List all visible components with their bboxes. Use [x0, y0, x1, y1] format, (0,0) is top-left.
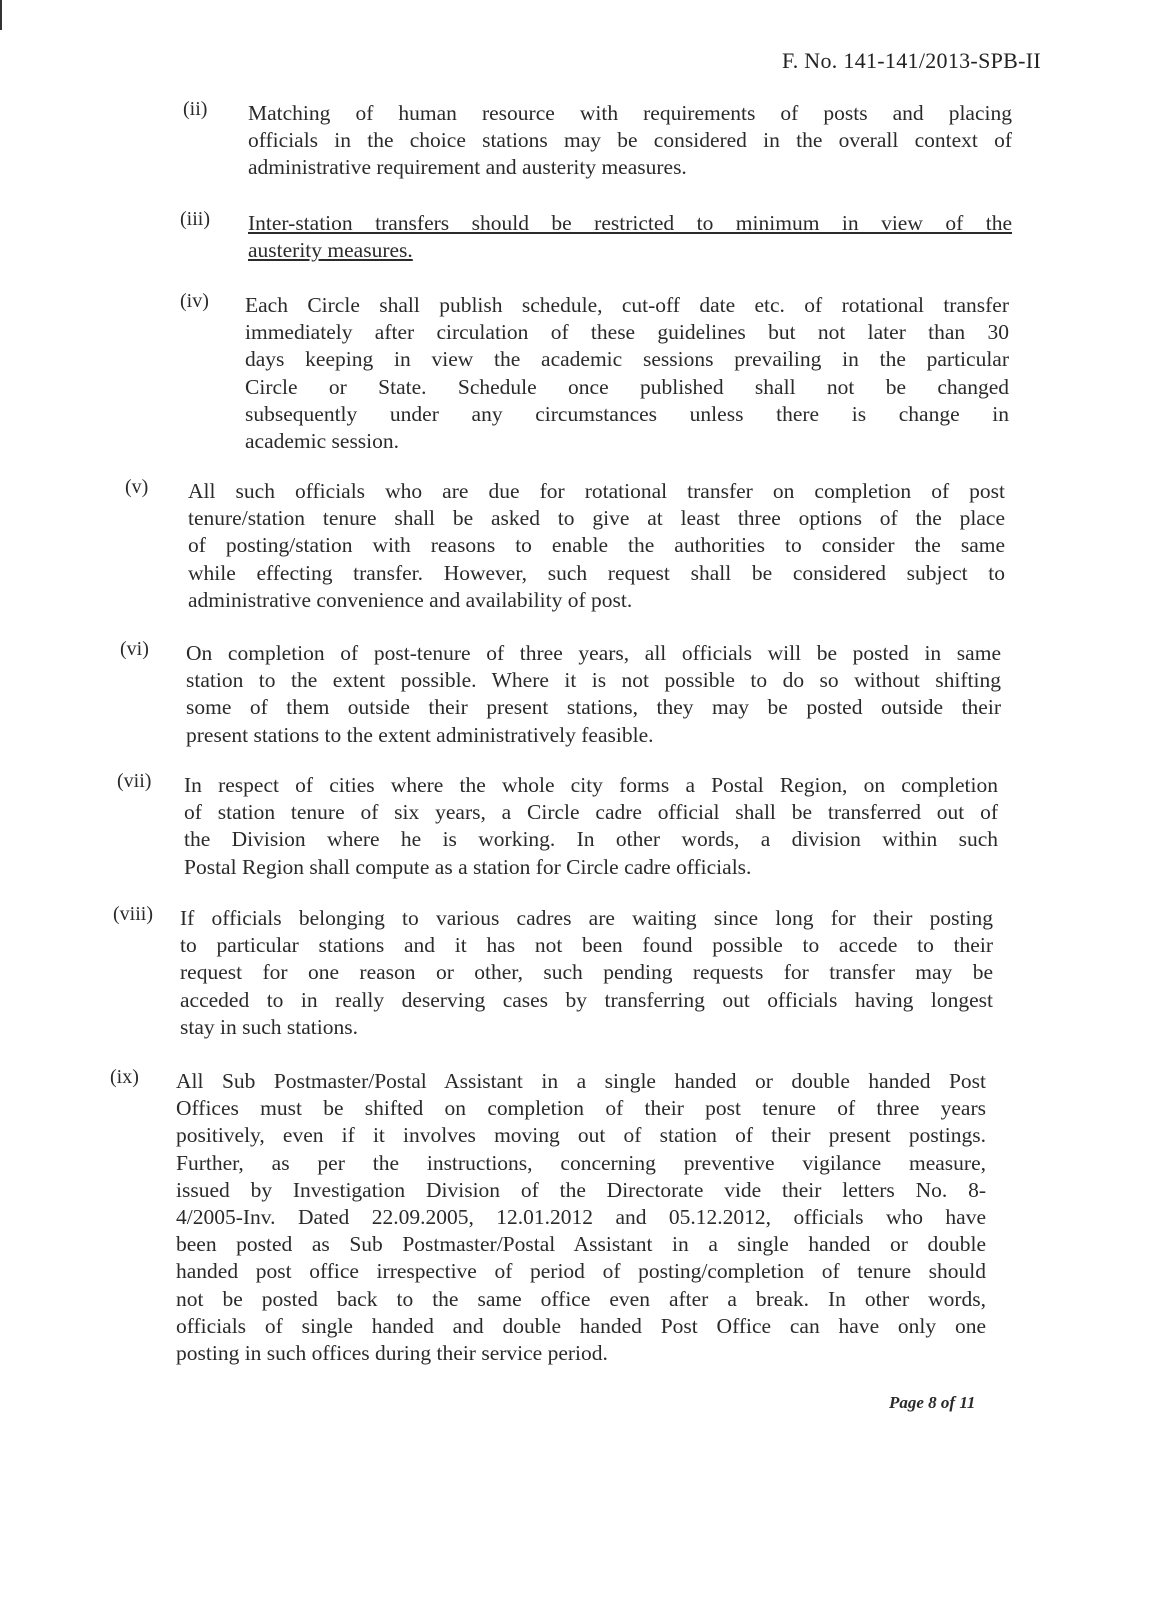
- text-line: the Division where he is working. In other words, a division within such: [184, 827, 998, 852]
- text-line: Further, as per the instructions, concerning preventive vigilance measure,: [176, 1150, 986, 1175]
- scan-edge-mark: [0, 0, 2, 30]
- text-line: Matching of human resource with requirements of posts and placing: [248, 101, 1012, 125]
- text-line: On completion of post-tenure of three years, all officials will be posted in same: [186, 641, 1001, 665]
- text-line: handed post office irrespective of period of posting/completion of tenure should: [176, 1259, 986, 1284]
- item-text: [176, 1068, 986, 1367]
- text-line: to particular stations and it has not been found possible to accede to their: [180, 933, 993, 958]
- item-label: (vi): [120, 638, 149, 660]
- item-label: (viii): [113, 903, 153, 925]
- text-line: tenure/station tenure shall be asked to give at least three options of the place: [188, 506, 1005, 531]
- text-line: while effecting transfer. However, such request shall be considered subject to: [188, 560, 1005, 585]
- text-line: immediately after circulation of these guidelines but not later than 30: [245, 320, 1009, 345]
- text-line: Offices must be shifted on completion of their post tenure of three years: [176, 1096, 986, 1121]
- text-line: officials in the choice stations may be considered in the overall context of: [248, 128, 1012, 153]
- text-line: positively, even if it involves moving out of station of their present postings.: [176, 1123, 986, 1148]
- text-line: posting in such offices during their service period.: [176, 1340, 608, 1365]
- item-label: (iv): [180, 290, 209, 312]
- text-line: stay in such stations.: [180, 1014, 358, 1039]
- text-line: of station tenure of six years, a Circle cadre official shall be transferred out of: [184, 800, 998, 825]
- text-line: Each Circle shall publish schedule, cut-off date etc. of rotational transfer: [245, 293, 1009, 317]
- text-line: In respect of cities where the whole city forms a Postal Region, on completion: [184, 773, 998, 797]
- text-line: academic session.: [245, 428, 400, 453]
- text-line: officials of single handed and double handed Post Office can have only one: [176, 1313, 986, 1338]
- text-line: subsequently under any circumstances unless there is change in: [245, 401, 1009, 426]
- text-line: present stations to the extent administratively feasible.: [186, 722, 654, 747]
- item-label: (v): [125, 476, 149, 498]
- text-line: Inter-station transfers should be restricted to minimum in view of the: [248, 211, 1012, 235]
- item-text: [186, 640, 1001, 749]
- item-text: [188, 478, 1005, 614]
- page-number: Page 8 of 11: [889, 1393, 976, 1412]
- text-line: austerity measures.: [248, 238, 413, 263]
- item-label: (iii): [180, 208, 210, 230]
- text-line: administrative requirement and austerity measures.: [248, 155, 687, 180]
- item-text: [184, 772, 998, 881]
- text-line: some of them outside their present stations, they may be posted outside their: [186, 695, 1001, 720]
- text-line: 4/2005-Inv. Dated 22.09.2005, 12.01.2012 and 05.12.2012, officials who have: [176, 1204, 986, 1229]
- text-line: issued by Investigation Division of the Directorate vide their letters No. 8-: [176, 1177, 986, 1202]
- text-line: All Sub Postmaster/Postal Assistant in a single handed or double handed Post: [176, 1069, 986, 1093]
- file-number: F. No. 141-141/2013-SPB-II: [781, 48, 1041, 73]
- item-text: [248, 100, 1012, 182]
- text-line: Circle or State. Schedule once published shall not be changed: [245, 374, 1009, 399]
- item-text: [248, 210, 1012, 264]
- text-line: request for one reason or other, such pending requests for transfer may be: [180, 960, 993, 985]
- text-line: administrative convenience and availability of post.: [188, 587, 633, 612]
- text-line: not be posted back to the same office even after a break. In other words,: [176, 1286, 986, 1311]
- item-text: [180, 905, 993, 1041]
- text-line: If officials belonging to various cadres are waiting since long for their posting: [180, 906, 993, 930]
- item-label: (ii): [183, 98, 208, 120]
- text-line: acceded to in really deserving cases by transferring out officials having longest: [180, 987, 993, 1012]
- text-line: station to the extent possible. Where it is not possible to do so without shifting: [186, 668, 1001, 693]
- text-line: days keeping in view the academic sessions prevailing in the particular: [245, 347, 1009, 372]
- text-line: Postal Region shall compute as a station for Circle cadre officials.: [184, 854, 752, 879]
- item-label: (ix): [110, 1066, 139, 1088]
- item-label: (vii): [117, 770, 152, 792]
- text-line: of posting/station with reasons to enable the authorities to consider the same: [188, 533, 1005, 558]
- text-line: All such officials who are due for rotational transfer on completion of post: [188, 479, 1005, 503]
- item-text: [245, 292, 1009, 455]
- text-line: been posted as Sub Postmaster/Postal Assistant in a single handed or double: [176, 1232, 986, 1257]
